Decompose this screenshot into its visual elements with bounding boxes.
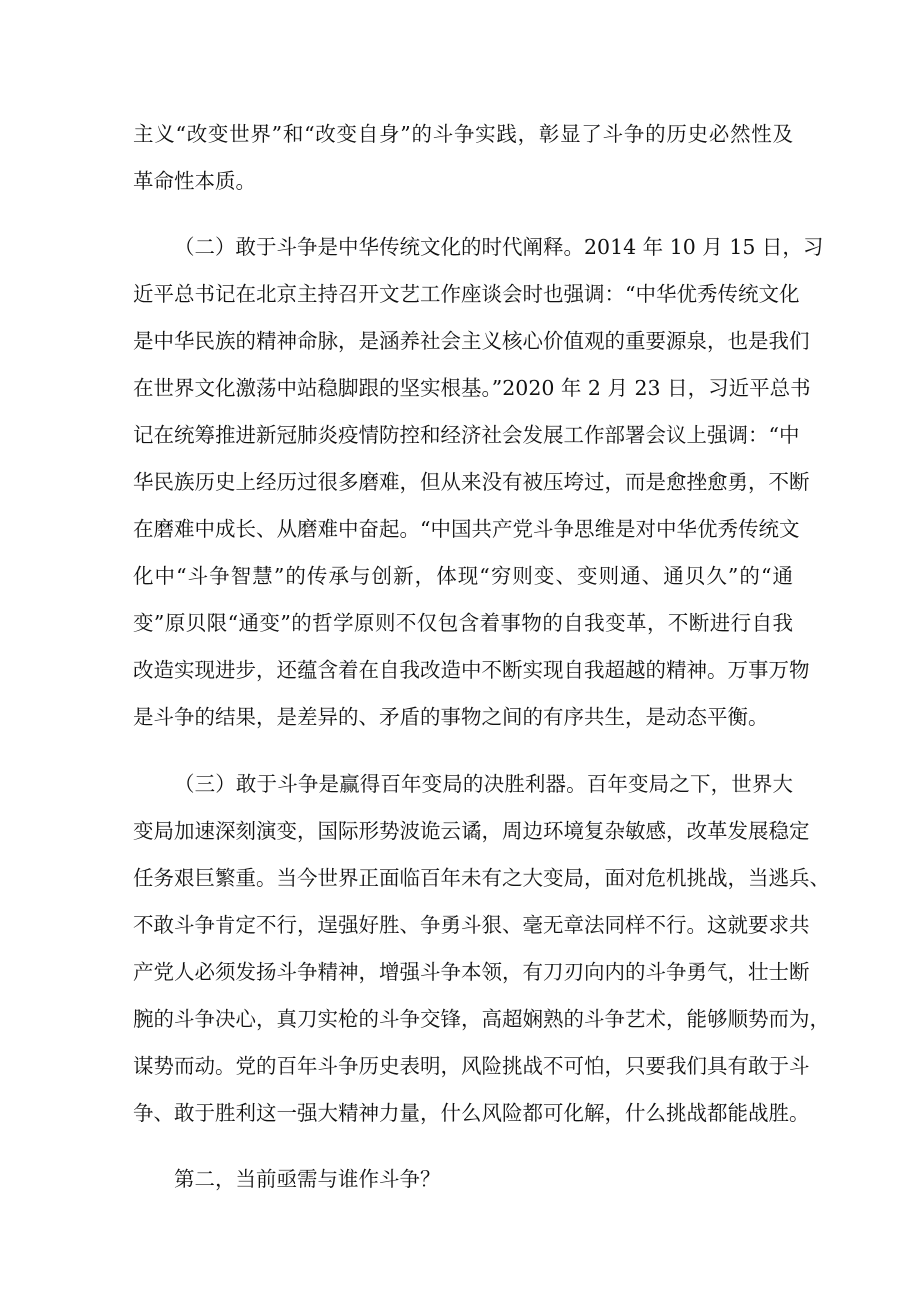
paragraph-line: 化中“斗争智慧”的传承与创新，体现“穷则变、变则通、通贝久”的“通 xyxy=(133,564,793,588)
paragraph-line: 产党人必须发扬斗争精神，增强斗争本领，有刀刃向内的斗争勇气，壮士断 xyxy=(133,960,810,984)
paragraph-line: 近平总书记在北京主持召开文艺工作座谈会时也强调：“中华优秀传统文化 xyxy=(133,282,800,306)
paragraph-line: 变局加速深刻演变，国际形势波诡云谲，周边环境复杂敏感，改革发展稳定 xyxy=(133,819,810,843)
paragraph-line: 变”原贝限“通变”的哲学原则不仅包含着事物的自我变革，不断进行自我 xyxy=(133,611,793,635)
paragraph-line: 在世界文化激荡中站稳脚跟的坚实根基。”2020 年 2 月 23 日，习近平总书 xyxy=(133,376,811,400)
paragraph-line: 主义“改变世界”和“改变自身”的斗争实践，彰显了斗争的历史必然性及 xyxy=(133,122,793,146)
paragraph-line: （三）敢于斗争是赢得百年变局的决胜利器。百年变局之下，世界大 xyxy=(174,772,793,796)
paragraph-line: （二）敢于斗争是中华传统文化的时代阐释。2014 年 10 月 15 日，习 xyxy=(174,235,824,259)
paragraph-line: 在磨难中成长、从磨难中奋起。“中国共产党斗争思维是对中华优秀传统文 xyxy=(133,517,800,541)
paragraph-line: 华民族历史上经历过很多磨难，但从来没有被压垮过，而是愈挫愈勇，不断 xyxy=(133,470,810,494)
paragraph-line: 是斗争的结果，是差异的、矛盾的事物之间的有序共生，是动态平衡。 xyxy=(133,705,769,729)
section-heading: 第二，当前亟需与谁作斗争？ xyxy=(174,1167,441,1191)
paragraph-line: 不敢斗争肯定不行，逞强好胜、争勇斗狠、毫无章法同样不行。这就要求共 xyxy=(133,913,810,937)
paragraph-line: 改造实现进步，还蕴含着在自我改造中不断实现自我超越的精神。万事万物 xyxy=(133,658,810,682)
paragraph-line: 腕的斗争决心，真刀实枪的斗争交锋，高超娴熟的斗争艺术，能够顺势而为， xyxy=(133,1007,830,1031)
paragraph-line: 记在统筹推进新冠肺炎疫情防控和经济社会发展工作部署会议上强调：“中 xyxy=(133,423,800,447)
paragraph-line: 是中华民族的精神命脉，是涵养社会主义核心价值观的重要源泉，也是我们 xyxy=(133,329,810,353)
paragraph-line: 争、敢于胜利这一强大精神力量，什么风险都可化解，什么挑战都能战胜。 xyxy=(133,1101,810,1125)
paragraph-line: 革命性本质。 xyxy=(133,169,256,193)
paragraph-line: 谋势而动。党的百年斗争历史表明，风险挑战不可怕，只要我们具有敢于斗 xyxy=(133,1054,810,1078)
paragraph-line: 任务艰巨繁重。当今世界正面临百年未有之大变局，面对危机挑战，当逃兵、 xyxy=(133,866,830,890)
